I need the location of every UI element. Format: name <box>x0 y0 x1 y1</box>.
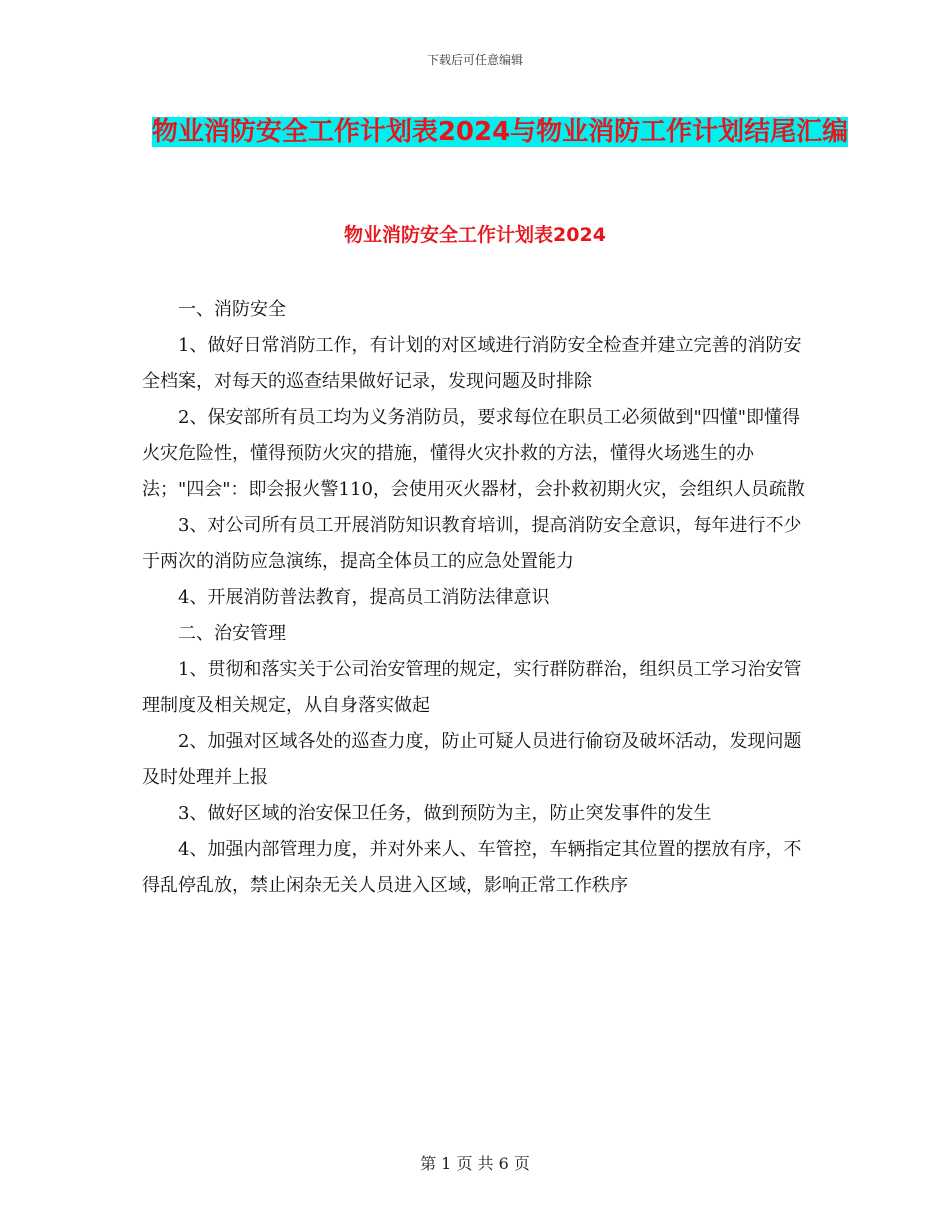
paragraph: 3、对公司所有员工开展消防知识教育培训，提高消防安全意识，每年进行不少于两次的消防应急演练，提高全体员工的应急处置能力 <box>142 515 802 572</box>
heading-fire-safety: 一、消防安全 <box>178 299 286 320</box>
document-title <box>150 110 850 155</box>
paragraph: 2、加强对区域各处的巡查力度，防止可疑人员进行偷窃及破坏活动，发现问题及时处理并上报 <box>142 731 802 788</box>
paragraph: 1、贯彻和落实关于公司治安管理的规定，实行群防群治，组织员工学习治安管理制度及相关规定，从自身落实做起 <box>142 659 802 716</box>
paragraph: 1、做好日常消防工作，有计划的对区域进行消防安全检查并建立完善的消防安全档案，对每天的巡查结果做好记录，发现问题及时排除 <box>142 335 802 392</box>
document-body <box>142 292 810 904</box>
paragraph: 4、加强内部管理力度，并对外来人、车管控，车辆指定其位置的摆放有序，不得乱停乱放，禁止闲杂无关人员进入区域，影响正常工作秩序 <box>142 839 802 896</box>
page-number: 第 1 页 共 6 页 <box>420 1154 530 1173</box>
paragraph: 4、开展消防普法教育，提高员工消防法律意识 <box>178 587 550 608</box>
document-title-text: 物业消防安全工作计划表2024与物业消防工作计划结尾汇编 <box>151 117 849 147</box>
page-header-note: 下载后可任意编辑 <box>426 53 523 67</box>
heading-security-management: 二、治安管理 <box>178 623 286 644</box>
paragraph: 2、保安部所有员工均为义务消防员，要求每位在职员工必须做到"四懂"即懂得火灾危险性，懂得预防火灾的措施，懂得火灾扑救的方法，懂得火场逃生的办法；"四会"：即会报火警110，会使用灭火器材，会扑救初期火灾，会组织人员疏散 <box>142 407 805 500</box>
paragraph: 3、做好区域的治安保卫任务，做到预防为主，防止突发事件的发生 <box>178 803 712 824</box>
section-title: 物业消防安全工作计划表2024 <box>344 224 606 246</box>
